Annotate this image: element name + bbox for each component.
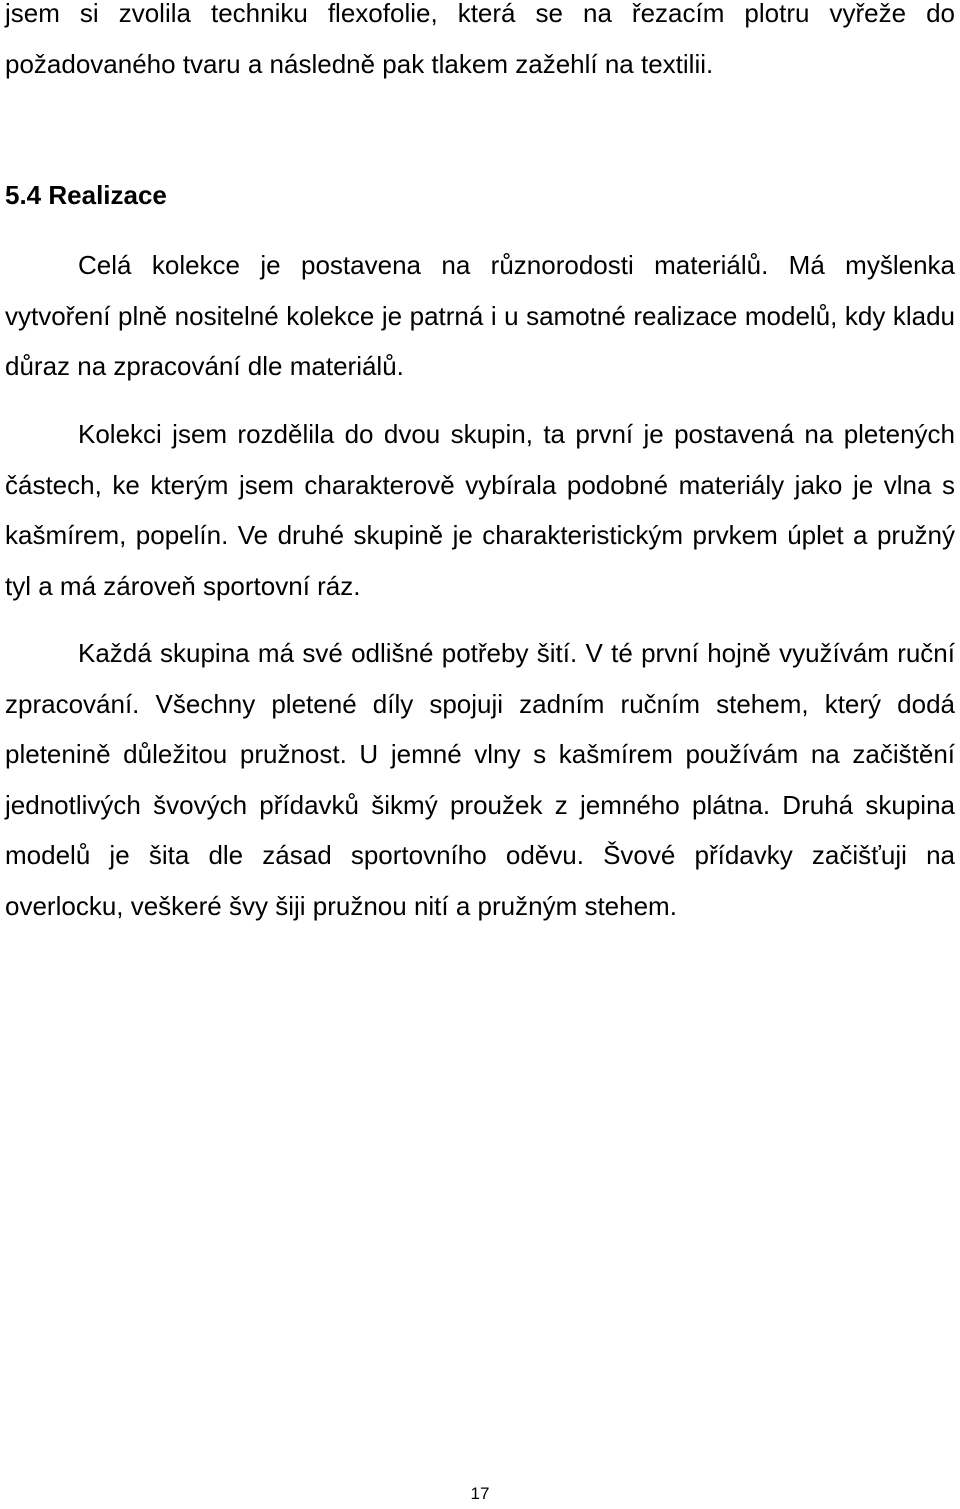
body-paragraph: Každá skupina má své odlišné potřeby šití. V té první hojně využívám ruční zpracování. Všechny pletené díly spojuji zadním ručním stehem, který dodá pletenině důležitou pružnost. U jemné vlny s kašmírem používám na začištění jednotlivých švových přídavků šikmý proužek z jemného plátna. Druhá skupina modelů je šita dle zásad sportovního oděvu. Švové přídavky začišťuji na overlocku, veškeré švy šiji pružnou nití a pružným stehem.	[5, 638, 955, 921]
body-paragraph: Celá kolekce je postavena na různorodosti materiálů. Má myšlenka vytvoření plně nositelné kolekce je patrná i u samotné realizace modelů, kdy kladu důraz na zpracování dle materiálů.	[5, 250, 955, 381]
page-number: 17	[470, 1484, 490, 1503]
body-paragraph: Kolekci jsem rozdělila do dvou skupin, ta první je postavená na pletených částech, ke kterým jsem charakterově vybírala podobné materiály jako je vlna s kašmírem, popelín. Ve druhé skupině je charakteristickým prvkem úplet a pružný tyl a má zároveň sportovní ráz.	[5, 419, 955, 601]
intro-paragraph: jsem si zvolila techniku flexofolie, která se na řezacím plotru vyřeže do požadovaného tvaru a následně pak tlakem zažehlí na textilii.	[5, 0, 955, 79]
section-heading: 5.4 Realizace	[5, 180, 167, 210]
